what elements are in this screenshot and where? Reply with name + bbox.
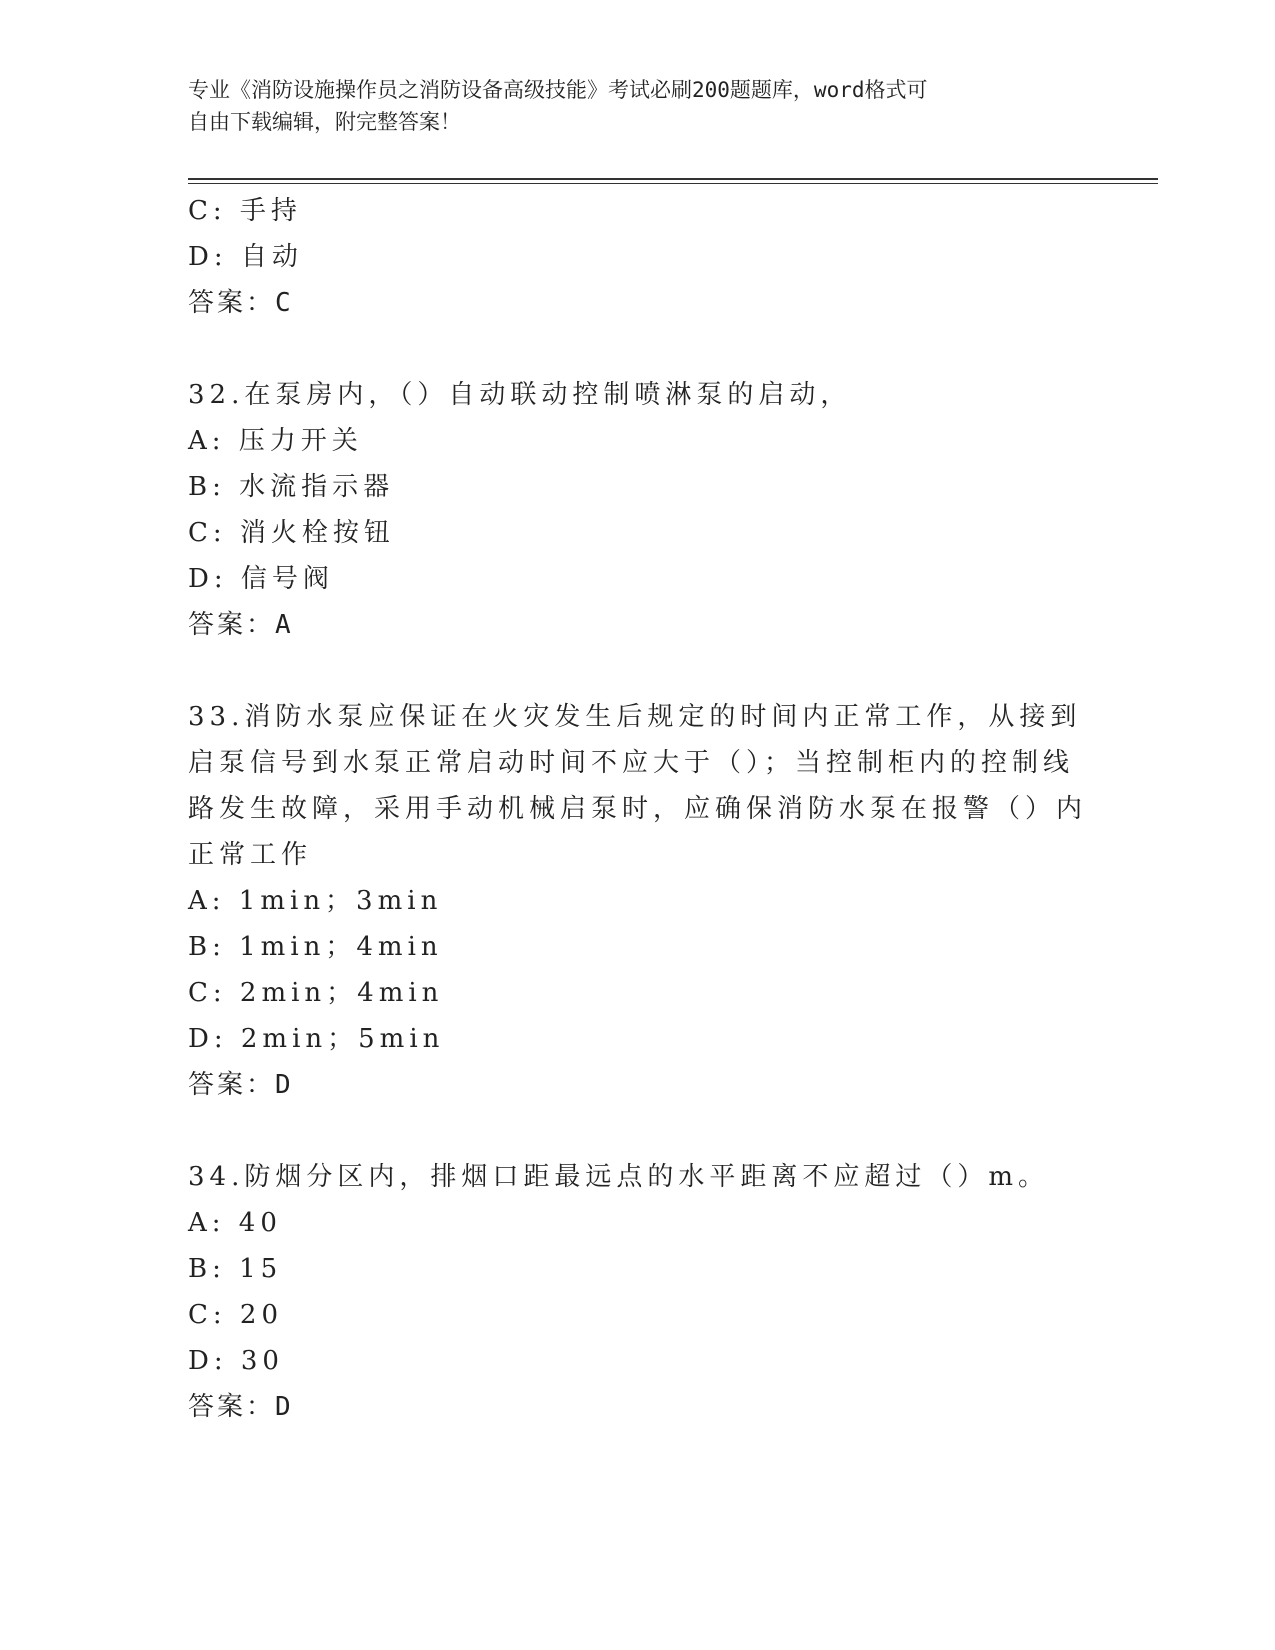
option-c: C: 手持 bbox=[188, 196, 302, 226]
header-divider-thin bbox=[188, 183, 1158, 184]
option-c: C: 2min；4min bbox=[188, 978, 444, 1008]
question-text: 32.在泵房内，（）自动联动控制喷淋泵的启动， bbox=[188, 380, 852, 410]
answer-line: 答案：D bbox=[188, 1070, 294, 1100]
option-c: C: 20 bbox=[188, 1300, 284, 1330]
option-b: B: 水流指示器 bbox=[188, 472, 395, 502]
option-d: D: 30 bbox=[188, 1346, 284, 1376]
question-34 bbox=[188, 1154, 1088, 1430]
answer-line: 答案：C bbox=[188, 288, 294, 318]
option-c: C: 消火栓按钮 bbox=[188, 518, 395, 548]
question-text: 33.消防水泵应保证在火灾发生后规定的时间内正常工作，从接到启泵信号到水泵正常启动时间不应大于（）；当控制柜内的控制线路发生故障，采用手动机械启泵时，应确保消防水泵在报警（）内正常工作 bbox=[188, 702, 1088, 870]
answer-line: 答案：D bbox=[188, 1392, 294, 1422]
header-line-2: 自由下载编辑，附完整答案！ bbox=[188, 110, 461, 134]
question-32 bbox=[188, 372, 1088, 648]
header-divider-thick bbox=[188, 178, 1158, 180]
option-a: A: 1min；3min bbox=[188, 886, 443, 916]
option-a: A: 压力开关 bbox=[188, 426, 363, 456]
option-d: D: 2min；5min bbox=[188, 1024, 445, 1054]
question-list bbox=[188, 188, 1088, 1430]
document-header bbox=[188, 74, 1088, 138]
option-d: D: 自动 bbox=[188, 242, 303, 272]
option-d: D: 信号阀 bbox=[188, 564, 334, 594]
option-a: A: 40 bbox=[188, 1208, 282, 1238]
answer-line: 答案：A bbox=[188, 610, 294, 640]
header-line-1: 专业《消防设施操作员之消防设备高级技能》考试必刷200题题库，word格式可 bbox=[188, 78, 928, 102]
question-text: 34.防烟分区内，排烟口距最远点的水平距离不应超过（）m。 bbox=[188, 1162, 1050, 1192]
spacer bbox=[188, 326, 1088, 372]
spacer bbox=[188, 648, 1088, 694]
option-b: B: 15 bbox=[188, 1254, 283, 1284]
question-33 bbox=[188, 694, 1088, 1108]
option-b: B: 1min；4min bbox=[188, 932, 443, 962]
spacer bbox=[188, 1108, 1088, 1154]
previous-question-tail bbox=[188, 188, 1088, 326]
